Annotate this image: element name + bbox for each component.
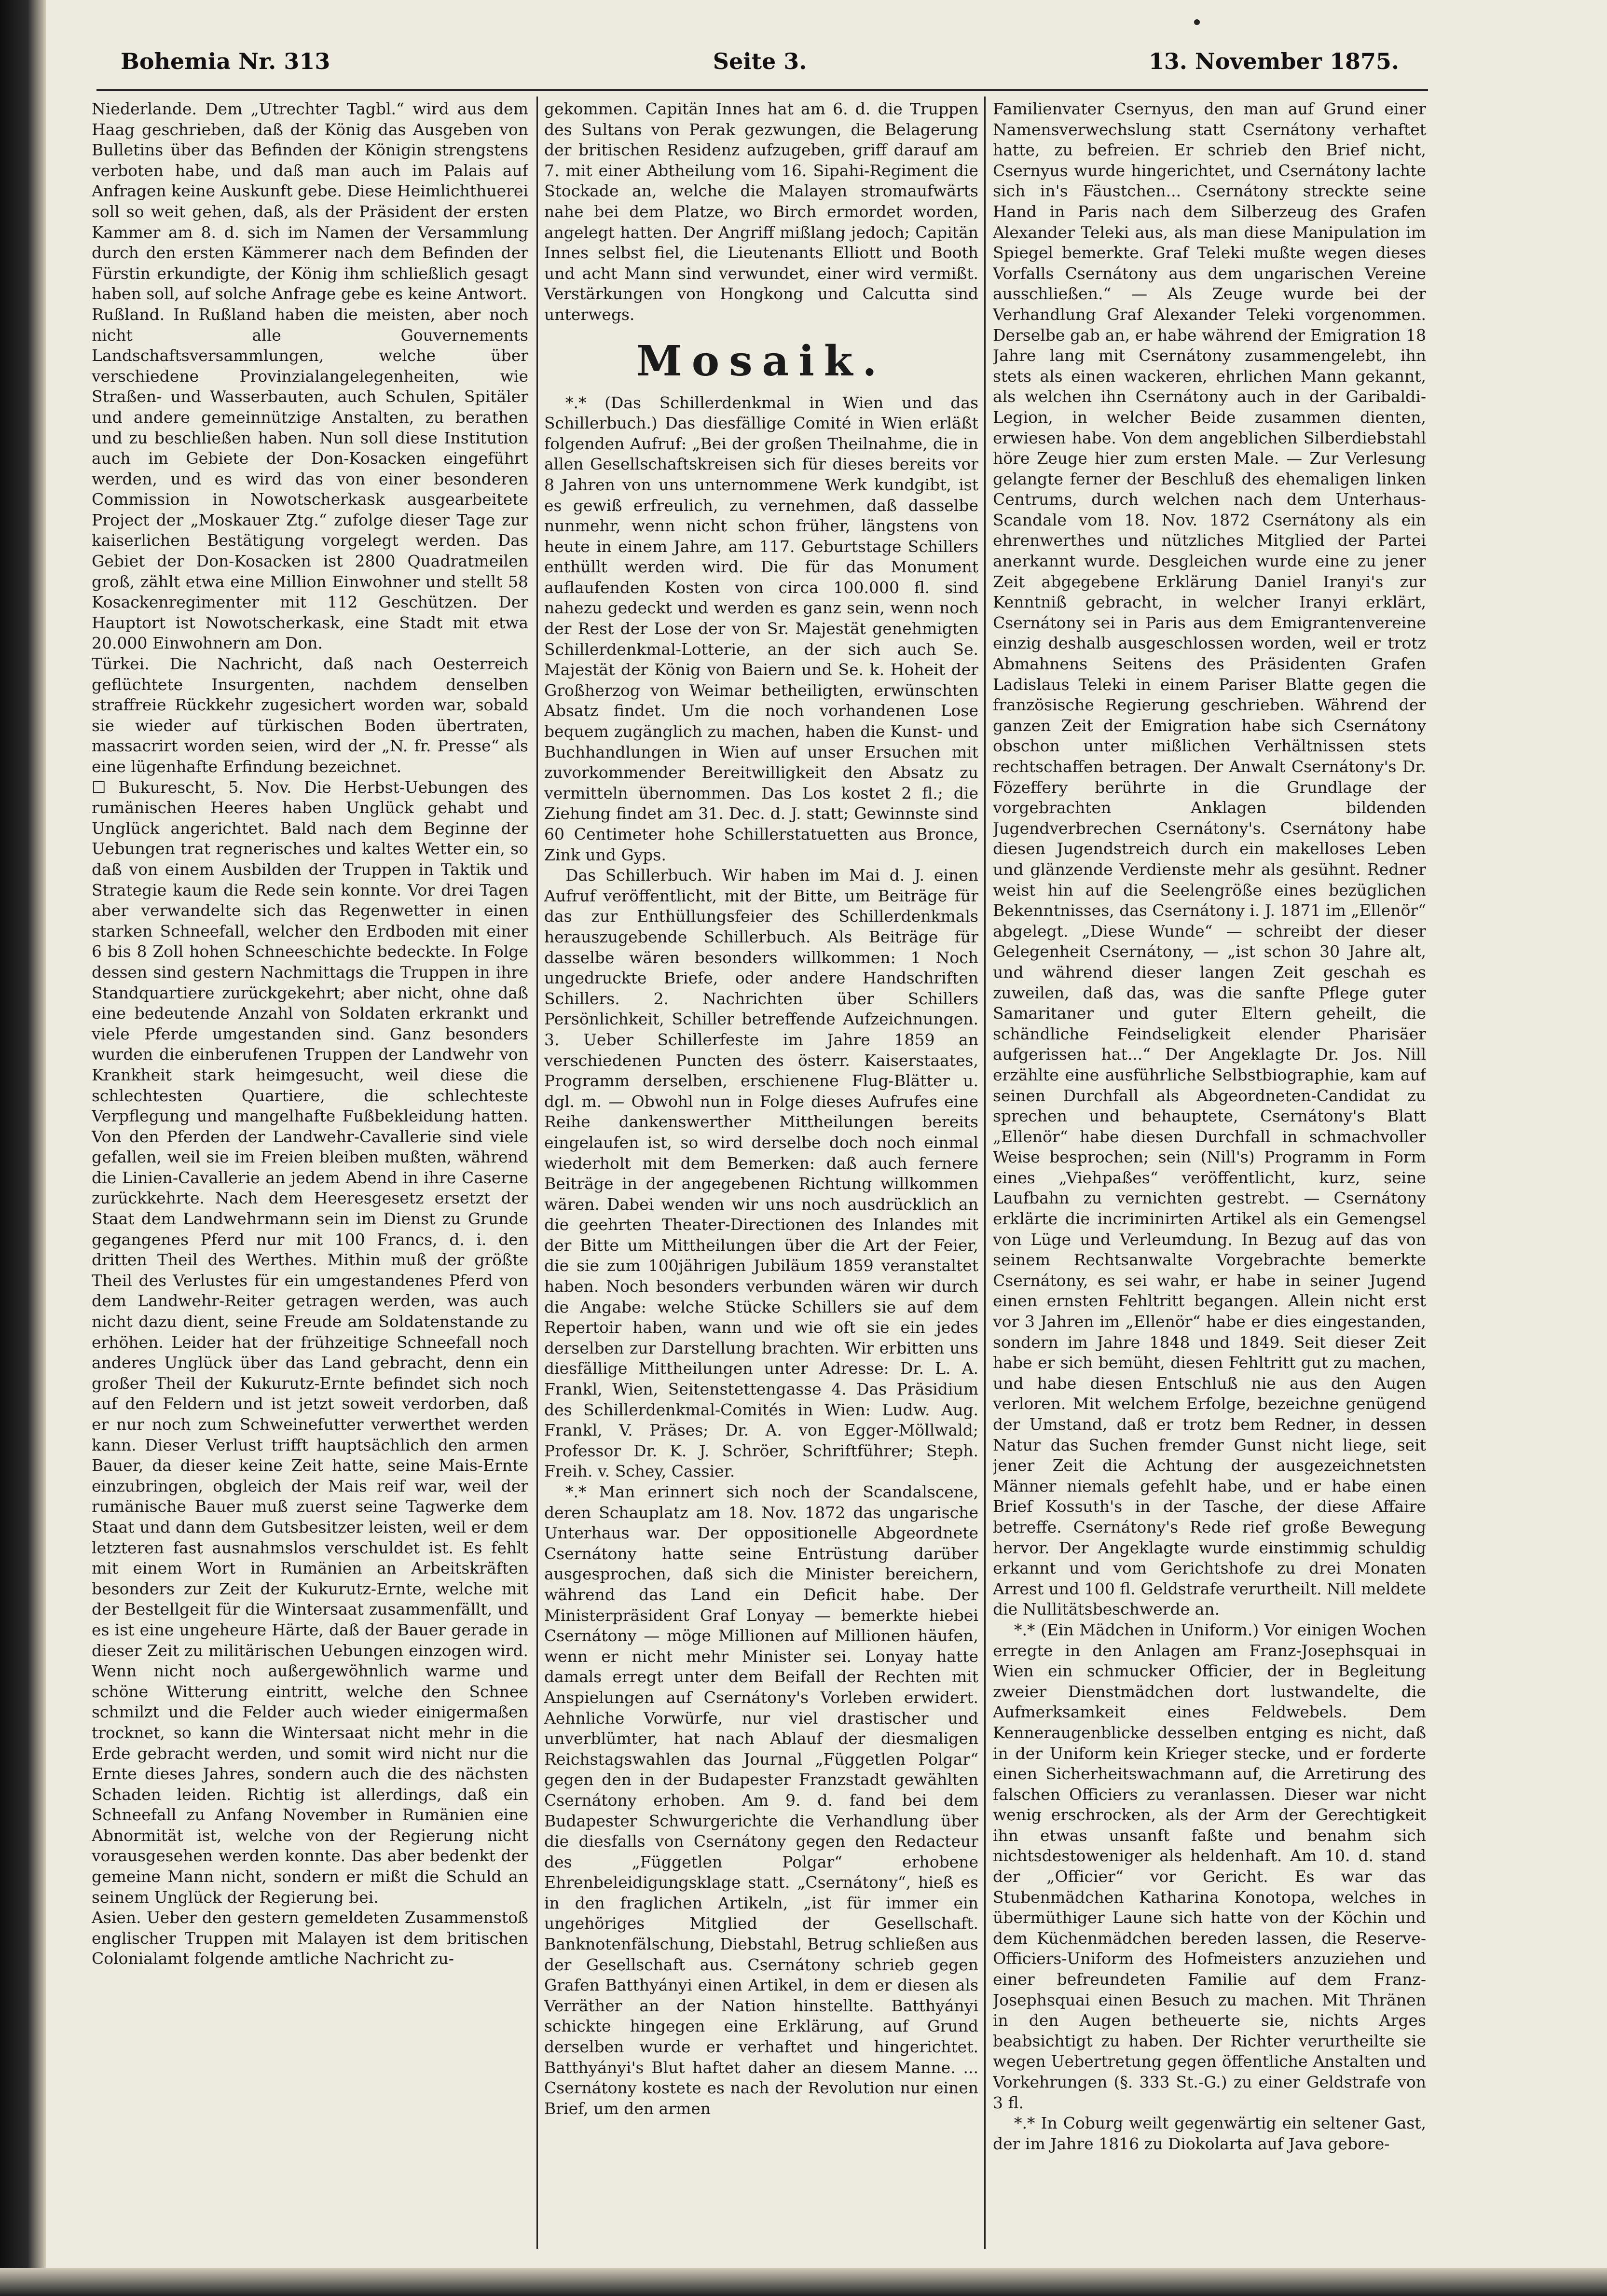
article-csernatony: *.* Man erinnert sich noch der Scandalscene, deren Schauplatz am 18. Nov. 1872 das ungarische Unterhaus war. Der oppositionelle Abgeordnete Csernátony hatte seine Entrüstung darüber ausgesprochen, daß sich die Minister bereichern, während das Land ein Deficit habe. Der Ministerpräsident Graf Lonyay — bemerkte hiebei Csernátony — möge Millionen auf Millionen häufen, wenn er nicht mehr Minister sei. Lonyay hatte damals erregt unter dem Beifall der Rechten mit Anspielungen auf Csernátony's Vorleben erwidert. Aehnliche Vorwürfe, nur viel drastischer und unverblümter, hat nach Ablauf der diesmaligen Reichstagswahlen das Journal „Független Polgar“ gegen den in der Budapester Franzstadt gewählten Csernátony erhoben. Am 9. d. fand bei dem Budapester Schwurgerichte die Verhandlung über die diesfalls von Csernátony gegen den Redacteur des „Független Polgar“ erhobene Ehrenbeleidigungsklage statt. „Csernátony“, hieß es in den fraglichen Artikeln, „ist für immer ein ungehöriges Mitglied der Gesellschaft. Banknotenfälschung, Diebstahl, Betrug schließen aus der Gesellschaft aus. Csernátony schrieb gegen Grafen Batthyányi einen Artikel, in dem er diesen als Verräther an der Nation hinstellte. Batthyányi schickte hingegen eine Erklärung, auf Grund derselben wurde er verhaftet und hingerichtet. Batthyányi's Blut haftet daher an diesem Manne. ... Csernátony kostete es nach der Revolution nur einen Brief, um den armen xyxy=(544,1482,978,2118)
column-left xyxy=(92,99,528,2256)
article-schillerbuch: Das Schillerbuch. Wir haben im Mai d. J. einen Aufruf veröffentlicht, mit der Bitte, um Beiträge für das zur Enthüllungsfeier des Schillerdenkmals herauszugebende Schillerbuch. Als Beiträge für dasselbe wären besonders willkommen: 1 Noch ungedruckte Briefe, oder andere Handschriften Schillers. 2. Nachrichten über Schillers Persönlichkeit, Schiller betreffende Aufzeichnungen. 3. Ueber Schillerfeste im Jahre 1859 an verschiedenen Puncten des österr. Kaiserstaates, Programm derselben, erschienene Flug-Blätter u. dgl. m. — Obwohl nun in Folge dieses Aufrufes eine Reihe dankenswerther Mittheilungen bereits eingelaufen ist, so wird derselbe doch noch einmal wiederholt mit dem Bemerken: daß auch fernere Beiträge in der angegebenen Richtung willkommen wären. Dabei wenden wir uns noch ausdrücklich an die geehrten Theater-Directionen des Inlandes mit der Bitte um Mittheilungen über die Art der Feier, die sie zum 100jährigen Jubiläum 1859 veranstaltet haben. Noch besonders verbunden wären wir durch die Angabe: welche Stücke Schillers sie auf dem Repertoir haben, wann und wie oft sie ein jedes derselben zur Darstellung brachten. Wir erbitten uns diesfällige Mittheilungen unter Adresse: Dr. L. A. Frankl, Wien, Seitenstettengasse 4. Das Präsidium des Schillerdenkmal-Comités in Wien: Ludw. Aug. Frankl, V. Präses; Dr. A. von Egger-Möllwald; Professor Dr. K. J. Schröer, Schriftführer; Steph. Freih. v. Schey, Cassier. xyxy=(544,866,978,1481)
page-number: Seite 3. xyxy=(713,48,807,74)
page-header xyxy=(121,48,1399,92)
column-right xyxy=(993,99,1426,2256)
section-title-mosaik: Mosaik. xyxy=(636,336,887,386)
column-middle xyxy=(544,99,978,2256)
article-asien-continued: gekommen. Capitän Innes hat am 6. d. die Truppen des Sultans von Perak gezwungen, die Belagerung der britischen Residenz aufzugeben, griff darauf am 7. mit einer Abtheilung vom 16. Sipahi-Regiment die Stockade an, welche die Malayen stromaufwärts nahe bei dem Platze, wo Birch ermordet worden, angelegt hatten. Der Angriff mißlang jedoch; Capitän Innes selbst fiel, die Lieutenants Elliott und Booth und acht Mann sind verwundet, einer wird vermißt. Verstärkungen von Hongkong und Calcutta sind unterwegs. xyxy=(544,99,978,324)
header-rule xyxy=(96,89,1428,91)
scan-edge-bottom xyxy=(0,2268,1607,2296)
ink-dot xyxy=(1194,19,1200,25)
article-coburg: *.* In Coburg weilt gegenwärtig ein seltener Gast, der im Jahre 1816 zu Diokolarta auf Java gebore- xyxy=(993,2114,1426,2153)
issue-date: 13. November 1875. xyxy=(1148,48,1399,74)
article-csernatony-continued: Familienvater Csernyus, den man auf Grund einer Namensverwechslung statt Csernátony verhaftet hatte, zu befreien. Er schrieb den Brief nicht, Csernyus wurde hingerichtet, und Csernátony lachte sich in's Fäustchen... Csernátony streckte seine Hand in Paris nach dem Silberzeug des Grafen Alexander Teleki aus, als man diese Manipulation im Spiegel bemerkte. Graf Teleki mußte wegen dieses Vorfalls Csernátony aus dem ungarischen Vereine ausschließen.“ — Als Zeuge wurde bei der Verhandlung Graf Alexander Teleki vorgenommen. Derselbe gab an, er habe während der Emigration 18 Jahre lang mit Csernátony zusammengelebt, ihn stets als einen wackeren, ehrlichen Mann gekannt, als welchen ihn Csernátony auch in der Garibaldi-Legion, in welcher Beide zusammen dienten, erwiesen habe. Von dem angeblichen Silberdiebstahl höre Zeuge hier zum ersten Male. — Zur Verlesung gelangte ferner der Beschluß des ehemaligen linken Centrums, durch welchen nach dem Unterhaus-Scandale vom 18. Nov. 1872 Csernátony als ein ehrenwerthes und nützliches Mitglied der Partei anerkannt wurde. Desgleichen wurde eine zu jener Zeit abgegebene Erklärung Daniel Iranyi's zur Kenntniß gebracht, in welcher Iranyi erklärt, Csernátony sei in Paris aus dem Emigrantenvereine einzig deshalb ausgeschlossen worden, weil er trotz Abmahnens Seitens des Präsidenten Grafen Ladislaus Teleki in einem Pariser Blatte gegen die französische Regierung geschrieben. Während der ganzen Zeit der Emigration habe sich Csernátony obschon unter mißlichen Verhältnissen stets rechtschaffen betragen. Der Anwalt Csernátony's Dr. Fözeffery berührte in die Grundlage der vorgebrachten Anklagen bildenden Jugendverbrechen Csernátony's. Csernátony habe diesen Jugendstreich durch ein makelloses Leben und glänzende Verdienste mehr als gesühnt. Redner weist hin auf die Seelengröße eines bezüglichen Bekenntnisses, das Csernátony i. J. 1871 im „Ellenör“ abgelegt. „Diese Wunde“ — schreibt der dieser Gelegenheit Csernátony, — „ist schon 30 Jahre alt, und während dieser langen Zeit geschah es zuweilen, daß das, was die sanfte Pflege guter Samaritaner und guter Eltern geheilt, die schändliche Feindseligkeit elender Pharisäer aufgerissen hat...“ Der Angeklagte Dr. Jos. Nill erzählte eine ausführliche Selbstbiographie, kam auf seinen Durchfall als Abgeordneten-Candidat zu sprechen und behauptete, Csernátony's Blatt „Ellenör“ habe diesen Durchfall in schmachvoller Weise besprochen; sein (Nill's) Programm in Form eines „Viehpaßes“ veröffentlicht, kurz, seine Laufbahn zu vernichten gestrebt. — Csernátony erklärte die incriminirten Artikel als ein Gemengsel von Lüge und Verleumdung. In Bezug auf das von seinem Rechtsanwalte Vorgebrachte bemerkte Csernátony, es sei wahr, er habe in seiner Jugend einen ernsten Fehltritt begangen. Allein nicht erst vor 3 Jahren im „Ellenör“ habe er dies eingestanden, sondern im Jahre 1848 und 1849. Seit dieser Zeit habe er sich bemüht, diesen Fehltritt gut zu machen, und habe diesen Entschluß nie aus den Augen verloren. Mit welchem Erfolge, bezeichne genügend der Umstand, daß er trotz bem Redner, in dessen Natur das Suchen fremder Gunst nicht liege, seit jener Zeit die Achtung der ausgezeichnetsten Männer niemals gefehlt habe, und er habe einen Brief Kossuth's in der Tasche, der diese Affaire betreffe. Csernátony's Rede rief große Bewegung hervor. Der Angeklagte wurde einstimmig schuldig erkannt und vom Gerichtshofe zu drei Monaten Arrest und 100 fl. Geldstrafe verurtheilt. Nill meldete die Nullitätsbeschwerde an. xyxy=(993,99,1426,1619)
article-maedchen-in-uniform: *.* (Ein Mädchen in Uniform.) Vor einigen Wochen erregte in den Anlagen am Franz-Josephsquai in Wien ein schmucker Officier, der in Begleitung zweier Dienstmädchen dort lustwandelte, die Aufmerksamkeit eines Feldwebels. Dem Kenneraugenblicke desselben entging es nicht, daß in der Uniform kein Krieger stecke, und er forderte einen Sicherheitswachmann auf, die Arretirung des falschen Officiers zu veranlassen. Dieser war nicht wenig erschrocken, als der Arm der Gerechtigkeit ihn etwas unsanft faßte und benahm sich nichtsdestoweniger als heldenhaft. Am 10. d. stand der „Officier“ vor Gericht. Es war das Stubenmädchen Katharina Konotopa, welches in übermüthiger Laune sich hatte von der Köchin und dem Küchenmädchen bereden lassen, die Reserve-Officiers-Uniform des Hofmeisters anzuziehen und einer befreundeten Familie auf dem Franz-Josephsquai einen Besuch zu machen. Mit Thränen in den Augen betheuerte sie, nichts Arges beabsichtigt zu haben. Der Richter verurtheilte sie wegen Uebertretung gegen öffentliche Anstalten und Vorkehrungen (§. 333 St.-G.) zu einer Geldstrafe von 3 fl. xyxy=(993,1620,1426,2112)
column-divider-2 xyxy=(984,97,986,2249)
article-russland: Rußland. In Rußland haben die meisten, aber noch nicht alle Gouvernements Landschaftsversammlungen, welche über verschiedene Provinzialangelegenheiten, wie Straßen- und Wasserbauten, auch Schulen, Spitäler und andere gemeinnützige Anstalten, zu berathen und zu beschließen haben. Nun soll diese Institution auch im Gebiete der Don-Kosacken eingeführt werden, und es wird das von einer besonderen Commission in Nowotscherkask ausgearbeitete Project der „Moskauer Ztg.“ zufolge dieser Tage zur kaiserlichen Bestätigung vorgelegt werden. Das Gebiet der Don-Kosacken ist 2800 Quadratmeilen groß, zählt etwa eine Million Einwohner und stellt 58 Kosackenregimenter mit 112 Geschützen. Der Hauptort ist Nowotscherkask, eine Stadt mit etwa 20.000 Einwohnern am Don. xyxy=(92,304,528,653)
masthead-issue: Bohemia Nr. 313 xyxy=(121,48,330,74)
article-schillerdenkmal: *.* (Das Schillerdenkmal in Wien und das Schillerbuch.) Das diesfällige Comité in Wien erläßt folgenden Aufruf: „Bei der großen Theilnahme, die in allen Gesellschaftskreisen sich für dieses bereits vor 8 Jahren von uns unternommene Werk kundgibt, ist es gewiß erfreulich, zu vernehmen, daß dasselbe nunmehr, wenn nicht schon früher, längstens von heute in einem Jahre, am 117. Geburtstage Schillers enthüllt werden wird. Die für das Monument auflaufenden Kosten von circa 100.000 fl. sind nahezu gedeckt und werden es ganz sein, wenn noch der Rest der Lose der von Sr. Majestät genehmigten Schillerdenkmal-Lotterie, an der sich auch Se. Majestät der König von Baiern und Se. k. Hoheit der Großherzog von Weimar betheiligten, erwünschten Absatz findet. Um die noch vorhandenen Lose bequem zugänglich zu machen, haben die Kunst- und Buchhandlungen in Wien auf unser Ersuchen mit zuvorkommender Bereitwilligkeit den Absatz zu vermitteln übernommen. Das Los kostet 2 fl.; die Ziehung findet am 31. Dec. d. J. statt; Gewinnste sind 60 Centimeter hohe Schillerstatuetten aus Bronce, Zink und Gyps. xyxy=(544,393,978,864)
scan-edge-left xyxy=(0,0,46,2296)
article-niederlande: Niederlande. Dem „Utrechter Tagbl.“ wird aus dem Haag geschrieben, daß der König das Ausgeben von Bulletins über das Befinden der Königin strengstens verboten habe, und daß man auch im Palais auf Anfragen keine Auskunft gebe. Diese Heimlichthuerei soll so weit gehen, daß, als der Präsident der ersten Kammer am 8. d. sich im Namen der Versammlung durch den ersten Kämmerer nach dem Befinden der Fürstin erkundigte, der König ihm schließlich gesagt haben soll, auf solche Anfrage gebe es keine Antwort. xyxy=(92,99,528,304)
article-asien: Asien. Ueber den gestern gemeldeten Zusammenstoß englischer Truppen mit Malayen ist dem britischen Colonialamt folgende amtliche Nachricht zu- xyxy=(92,1908,528,1968)
article-tuerkei: Türkei. Die Nachricht, daß nach Oesterreich geflüchtete Insurgenten, nachdem denselben straffreie Rückkehr zugesichert worden war, sobald sie wieder auf türkischen Boden übertraten, massacrirt worden seien, wird der „N. fr. Presse“ als eine lügenhafte Erfindung bezeichnet. xyxy=(92,654,528,776)
column-divider-1 xyxy=(536,97,538,2249)
article-bukurescht: ☐ Bukurescht, 5. Nov. Die Herbst-Uebungen des rumänischen Heeres haben Unglück gehabt und Unglück angerichtet. Bald nach dem Beginne der Uebungen trat regnerisches und kaltes Wetter ein, so daß von einem Ausbilden der Truppen in Taktik und Strategie kaum die Rede sein konnte. Vor drei Tagen aber verwandelte sich das Regenwetter in einen starken Schneefall, welcher den Erdboden mit einer 6 bis 8 Zoll hohen Schneeschichte bedeckte. In Folge dessen sind gestern Nachmittags die Truppen in ihre Standquartiere zurückgekehrt; aber nicht, ohne daß eine bedeutende Anzahl von Soldaten erkrankt und viele Pferde umgestanden sind. Ganz besonders wurden die einberufenen Truppen der Landwehr von Krankheit stark heimgesucht, weil diese die schlechtesten Quartiere, die schlechteste Verpflegung und mangelhafte Fußbekleidung hatten. Von den Pferden der Landwehr-Cavallerie sind viele gefallen, weil sie im Freien bleiben mußten, während die Linien-Cavallerie an jedem Abend in ihre Caserne zurückkehrte. Nach dem Heeresgesetz ersetzt der Staat dem Landwehrmann sein im Dienst zu Grunde gegangenes Pferd nur mit 100 Francs, d. i. den dritten Theil des Werthes. Mithin muß der größte Theil des Verlustes für ein umgestandenes Pferd von dem Landwehr-Reiter getragen werden, was auch nicht dazu dient, seine Freude am Soldatenstande zu erhöhen. Leider hat der frühzeitige Schneefall noch anderes Unglück über das Land gebracht, denn ein großer Theil der Kukurutz-Ernte befindet sich noch auf den Feldern und ist jetzt soweit verdorben, daß er nur noch zum Schweinefutter verwerthet werden kann. Dieser Verlust trifft hauptsächlich den armen Bauer, da dieser keine Zeit hatte, seine Mais-Ernte einzubringen, obgleich der Mais reif war, weil der rumänische Bauer muß zuerst seine Tagwerke dem Staat und dann dem Gutsbesitzer leisten, weil er dem letzteren fast ausnahmslos verschuldet ist. Es fehlt mit einem Wort in Rumänien an Arbeitskräften besonders zur Zeit der Kukurutz-Ernte, welche mit der Bestellgeit für die Wintersaat zusammenfällt, und es ist eine ungeheure Härte, daß der Bauer gerade in dieser Zeit zu militärischen Uebungen einzogen wird. Wenn nicht noch außergewöhnlich warme und schöne Witterung eintritt, welche den Schnee schmilzt und die Felder auch wieder einigermaßen trocknet, so kann die Wintersaat nicht mehr in die Erde gebracht werden, und somit wird nicht nur die Ernte dieses Jahres, sondern auch die des nächsten Schaden leiden. Richtig ist allerdings, daß ein Schneefall zu Anfang November in Rumänien eine Abnormität ist, welche von der Regierung nicht vorausgesehen werden konnte. Das aber bedenkt der gemeine Mann nicht, sondern er mißt die Schuld an seinem Unglück der Regierung bei. xyxy=(92,777,528,1907)
